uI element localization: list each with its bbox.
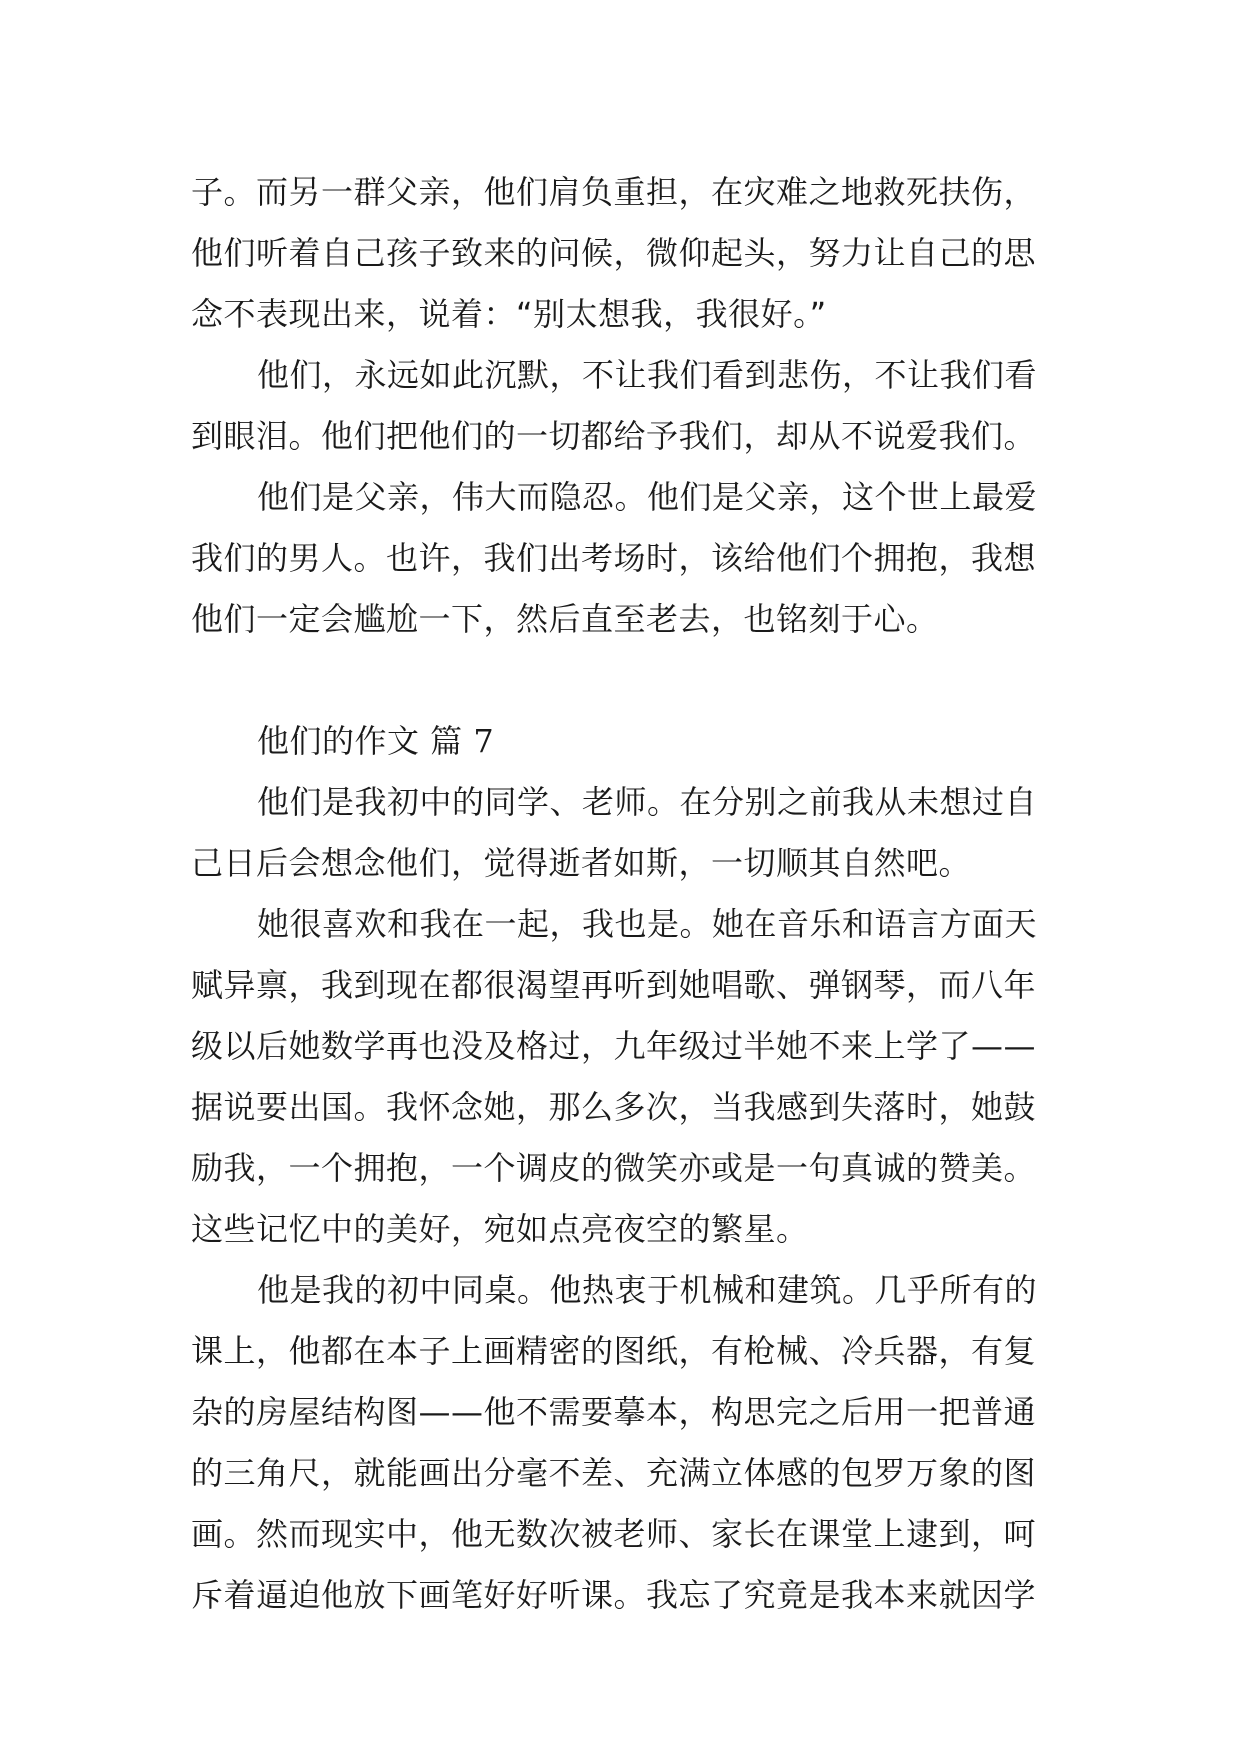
text-line: 己日后会想念他们，觉得逝者如斯，一切顺其自然吧。 bbox=[191, 844, 972, 882]
section-heading: 他们的作文 篇 7 bbox=[257, 722, 495, 760]
text-line: 念不表现出来，说着：“别太想我，我很好。” bbox=[191, 295, 827, 333]
text-line: 他是我的初中同桌。他热衷于机械和建筑。几乎所有的 bbox=[257, 1271, 1038, 1309]
text-line: 这些记忆中的美好，宛如点亮夜空的繁星。 bbox=[191, 1210, 809, 1248]
text-line: 的三角尺，就能画出分毫不差、充满立体感的包罗万象的图 bbox=[191, 1454, 1037, 1492]
text-line: 我们的男人。也许，我们出考场时，该给他们个拥抱，我想 bbox=[191, 539, 1037, 577]
text-line: 据说要出国。我怀念她，那么多次，当我感到失落时，她鼓 bbox=[191, 1088, 1037, 1126]
text-line: 他们是我初中的同学、老师。在分别之前我从未想过自 bbox=[257, 783, 1038, 821]
text-line: 她很喜欢和我在一起，我也是。她在音乐和语言方面天 bbox=[257, 905, 1038, 943]
text-line: 级以后她数学再也没及格过，九年级过半她不来上学了—— bbox=[191, 1027, 1037, 1065]
text-line: 励我，一个拥抱，一个调皮的微笑亦或是一句真诚的赞美。 bbox=[191, 1149, 1037, 1187]
text-line: 杂的房屋结构图——他不需要摹本，构思完之后用一把普通 bbox=[191, 1393, 1037, 1431]
text-line: 他们，永远如此沉默，不让我们看到悲伤，不让我们看 bbox=[257, 356, 1038, 394]
text-line: 课上，他都在本子上画精密的图纸，有枪械、冷兵器，有复 bbox=[191, 1332, 1037, 1370]
text-line: 他们听着自己孩子致来的问候，微仰起头，努力让自己的思 bbox=[191, 234, 1037, 272]
text-line: 他们一定会尴尬一下，然后直至老去，也铭刻于心。 bbox=[191, 600, 939, 638]
text-line: 到眼泪。他们把他们的一切都给予我们，却从不说爱我们。 bbox=[191, 417, 1037, 455]
text-line: 赋异禀，我到现在都很渴望再听到她唱歌、弹钢琴，而八年 bbox=[191, 966, 1037, 1004]
paragraph-gap bbox=[191, 650, 1071, 711]
text-line: 子。而另一群父亲，他们肩负重担，在灾难之地救死扶伤， bbox=[191, 173, 1037, 211]
text-line: 斥着逼迫他放下画笔好好听课。我忘了究竟是我本来就因学 bbox=[191, 1576, 1037, 1614]
text-line: 他们是父亲，伟大而隐忍。他们是父亲，这个世上最爱 bbox=[257, 478, 1038, 516]
text-line: 画。然而现实中，他无数次被老师、家长在课堂上逮到，呵 bbox=[191, 1515, 1037, 1553]
document-body bbox=[191, 162, 1071, 1626]
